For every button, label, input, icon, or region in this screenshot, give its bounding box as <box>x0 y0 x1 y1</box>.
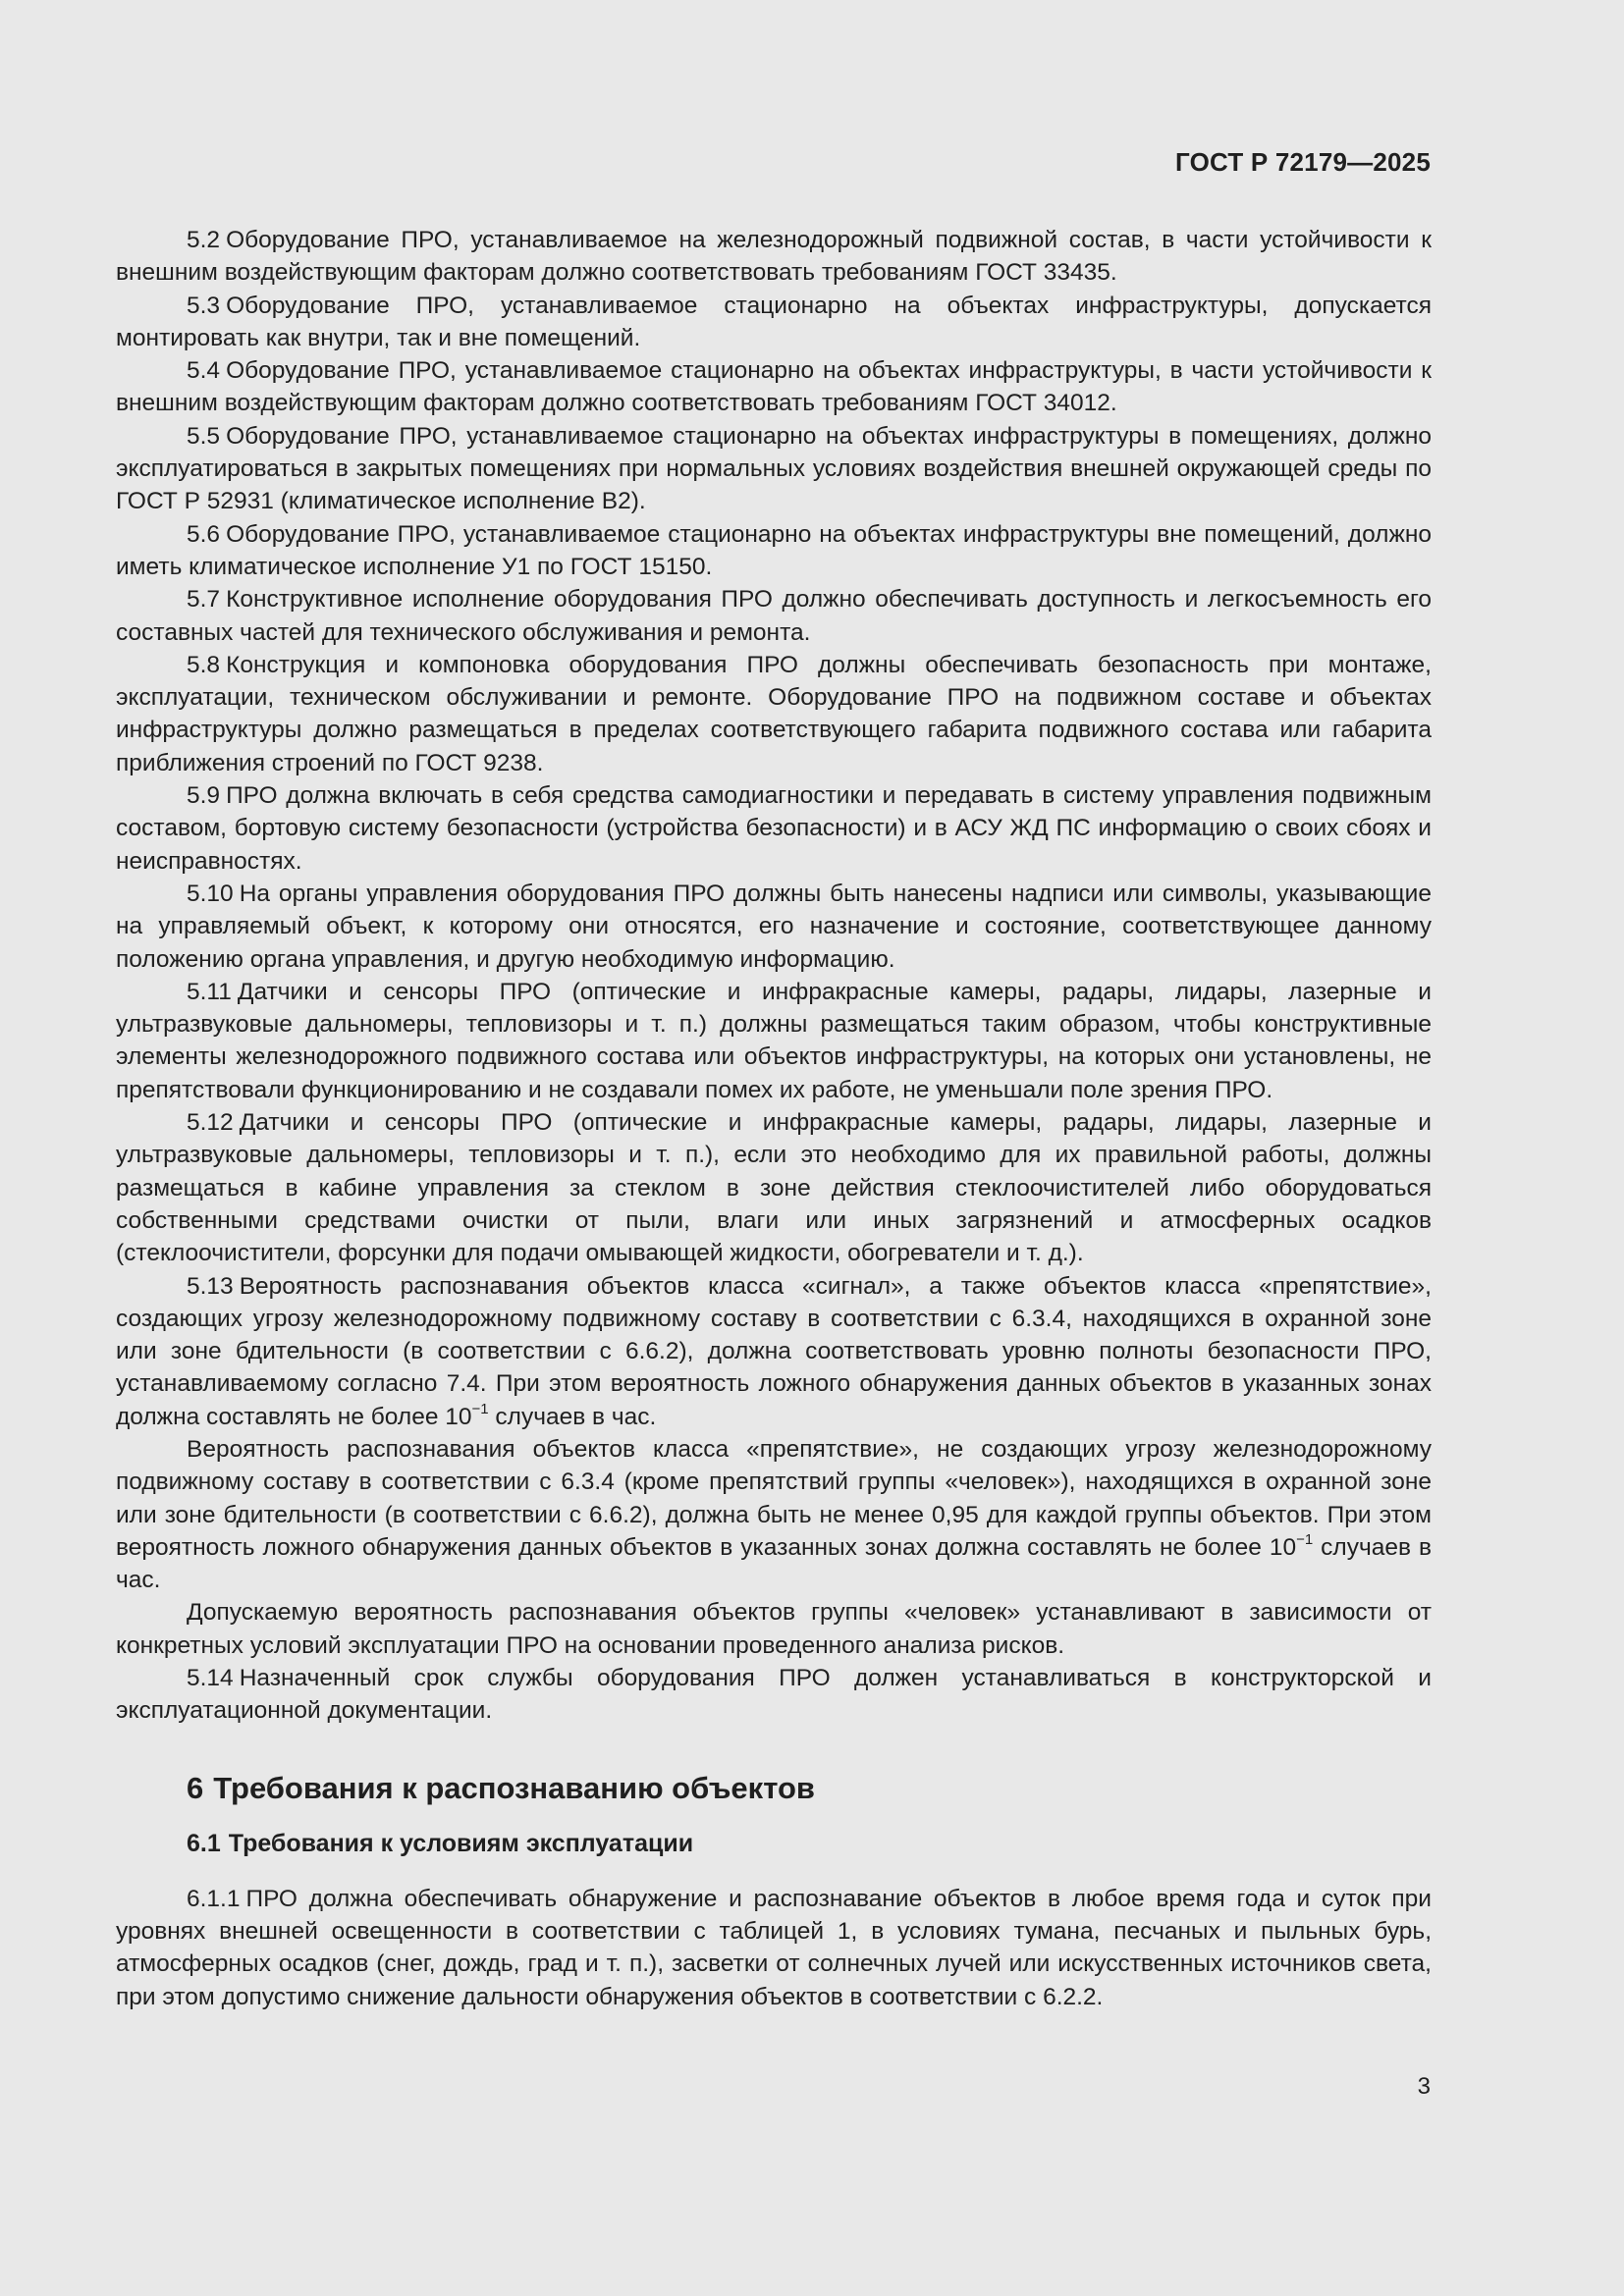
section-heading <box>187 1769 1432 1808</box>
paragraph-text: Вероятность распознавания объектов класса «препятствие», не создающих угрозу железнодорожному подвижному составу в соответствии с 6.3.4 (кроме препятствий группы «человек»), находящихся в охранной зоне или зоне бдительности (в соответствии с 6.6.2), должна быть не менее 0,95 для каждой группы объектов. При этом вероятность ложного обнаружения данных объектов в указанных зонах должна составлять не более 10 <box>116 1435 1432 1561</box>
paragraph-text: На органы управления оборудования ПРО должны быть нанесены надписи или символы, указывающие на управляемый объект, к которому они относятся, его назначение и состояние, соответствующее данному положению органа управления, и другую необходимую информацию. <box>116 880 1432 973</box>
document-body <box>116 224 1432 2013</box>
paragraph-number: 5.10 <box>187 880 234 907</box>
paragraph-number: 5.14 <box>187 1665 234 1692</box>
paragraph-5-5 <box>116 420 1432 518</box>
paragraph-number: 5.9 <box>187 782 221 810</box>
paragraph-number: 6.1.1 <box>187 1885 241 1912</box>
paragraph-5-12 <box>116 1106 1432 1269</box>
paragraph-5-3 <box>116 290 1432 355</box>
paragraph-text: Назначенный срок службы оборудования ПРО должен устанавливаться в конструкторской и эксплуатационной документации. <box>116 1665 1432 1725</box>
paragraph-text-tail: случаев в час. <box>488 1403 657 1430</box>
paragraph-number: 5.3 <box>187 292 221 319</box>
paragraph-number: 5.13 <box>187 1272 234 1300</box>
subsection-heading <box>187 1826 1432 1861</box>
paragraph-5-8 <box>116 649 1432 779</box>
paragraph-5-14 <box>116 1662 1432 1728</box>
paragraph-text: Конструктивное исполнение оборудования ПРО должно обеспечивать доступность и легкосъемность его составных частей для технического обслуживания и ремонта. <box>116 586 1432 646</box>
paragraph-6-1-1 <box>116 1883 1432 2013</box>
section-title: Требования к распознаванию объектов <box>213 1770 815 1805</box>
paragraph-text: ПРО должна обеспечивать обнаружение и распознавание объектов в любое время года и суток при уровнях внешней освещенности в соответствии с таблицей 1, в условиях тумана, песчаных и пыльных бурь, атмосферных осадков (снег, дождь, град и т. п.), засветки от солнечных лучей или искусственных источников света, при этом допустимо снижение дальности обнаружения объектов в соответствии с 6.2.2. <box>116 1885 1432 2010</box>
document-id-header: ГОСТ Р 72179—2025 <box>1175 147 1431 177</box>
paragraph-text: Датчики и сенсоры ПРО (оптические и инфракрасные камеры, радары, лидары, лазерные и ультразвуковые дальномеры, тепловизоры и т. п.), если это необходимо для их правильной работы, должны размещаться в кабине управления за стеклом в зоне действия стеклоочистителей либо оборудоваться собственными средствами очистки от пыли, влаги или иных загрязнений и атмосферных осадков (стеклоочистители, форсунки для подачи омывающей жидкости, обогреватели и т. д.). <box>116 1109 1432 1267</box>
paragraph-number: 5.8 <box>187 651 221 678</box>
exponent-superscript: −1 <box>1296 1530 1314 1548</box>
paragraph-text: Вероятность распознавания объектов класса «сигнал», а также объектов класса «препятствие», создающих угрозу железнодорожному подвижному составу в соответствии с 6.3.4, находящихся в охранной зоне или зоне бдительности (в соответствии с 6.6.2), должна соответствовать уровню полноты безопасности ПРО, устанавливаемому согласно 7.4. При этом вероятность ложного обнаружения данных объектов в указанных зонах должна составлять не более 10 <box>116 1272 1432 1430</box>
paragraph-5-6 <box>116 518 1432 584</box>
paragraph-5-11 <box>116 976 1432 1106</box>
paragraph-text: Оборудование ПРО, устанавливаемое стационарно на объектах инфраструктуры вне помещений, должно иметь климатическое исполнение У1 по ГОСТ 15150. <box>116 520 1432 580</box>
paragraph-text: Оборудование ПРО, устанавливаемое стационарно на объектах инфраструктуры, в части устойчивости к внешним воздействующим факторам должно соответствовать требованиям ГОСТ 34012. <box>116 357 1432 417</box>
paragraph-text: Допускаемую вероятность распознавания объектов группы «человек» устанавливают в зависимости от конкретных условий эксплуатации ПРО на основании проведенного анализа рисков. <box>116 1599 1432 1659</box>
paragraph-5-13-human-group <box>116 1596 1432 1662</box>
paragraph-number: 5.6 <box>187 520 221 548</box>
paragraph-number: 5.12 <box>187 1109 234 1137</box>
paragraph-5-7 <box>116 583 1432 649</box>
page-number: 3 <box>1417 2073 1431 2100</box>
paragraph-5-10 <box>116 878 1432 976</box>
paragraph-number: 5.5 <box>187 422 221 450</box>
exponent-superscript: −1 <box>471 1400 489 1417</box>
subsection-number: 6.1 <box>187 1829 221 1857</box>
paragraph-5-13 <box>116 1270 1432 1433</box>
paragraph-5-2 <box>116 224 1432 290</box>
paragraph-text: Оборудование ПРО, устанавливаемое стационарно на объектах инфраструктуры, допускается монтировать как внутри, так и вне помещений. <box>116 292 1432 351</box>
paragraph-number: 5.2 <box>187 227 221 253</box>
paragraph-text: Оборудование ПРО, устанавливаемое стационарно на объектах инфраструктуры в помещениях, должно эксплуатироваться в закрытых помещениях при нормальных условиях воздействия внешней окружающей среды по ГОСТ Р 52931 (климатическое исполнение В2). <box>116 422 1432 515</box>
paragraph-text: Датчики и сенсоры ПРО (оптические и инфракрасные камеры, радары, лидары, лазерные и ультразвуковые дальномеры, тепловизоры и т. п.) должны размещаться таким образом, чтобы конструктивные элементы железнодорожного подвижного состава или объектов инфраструктуры, на которых они установлены, не препятствовали функционированию и не создавали помех их работе, не уменьшали поле зрения ПРО. <box>116 978 1432 1103</box>
section-number: 6 <box>187 1770 204 1805</box>
paragraph-5-4 <box>116 354 1432 420</box>
paragraph-5-9 <box>116 779 1432 878</box>
paragraph-text: ПРО должна включать в себя средства самодиагностики и передавать в систему управления подвижным составом, бортовую систему безопасности (устройства безопасности) и в АСУ ЖД ПС информацию о своих сбоях и неисправностях. <box>116 782 1432 875</box>
paragraph-number: 5.7 <box>187 586 221 614</box>
paragraph-number: 5.4 <box>187 357 221 385</box>
paragraph-5-13-continued <box>116 1433 1432 1596</box>
paragraph-number: 5.11 <box>187 978 232 1005</box>
paragraph-text: Конструкция и компоновка оборудования ПРО должны обеспечивать безопасность при монтаже, эксплуатации, техническом обслуживании и ремонте. Оборудование ПРО на подвижном составе и объектах инфраструктуры должно размещаться в пределах соответствующего габарита подвижного состава или габарита приближения строений по ГОСТ 9238. <box>116 651 1432 776</box>
subsection-title: Требования к условиям эксплуатации <box>228 1829 694 1857</box>
paragraph-text-tail: случаев в час. <box>116 1533 1432 1594</box>
paragraph-text: Оборудование ПРО, устанавливаемое на железнодорожный подвижной состав, в части устойчивости к внешним воздействующим факторам должно соответствовать требованиям ГОСТ 33435. <box>116 227 1432 287</box>
